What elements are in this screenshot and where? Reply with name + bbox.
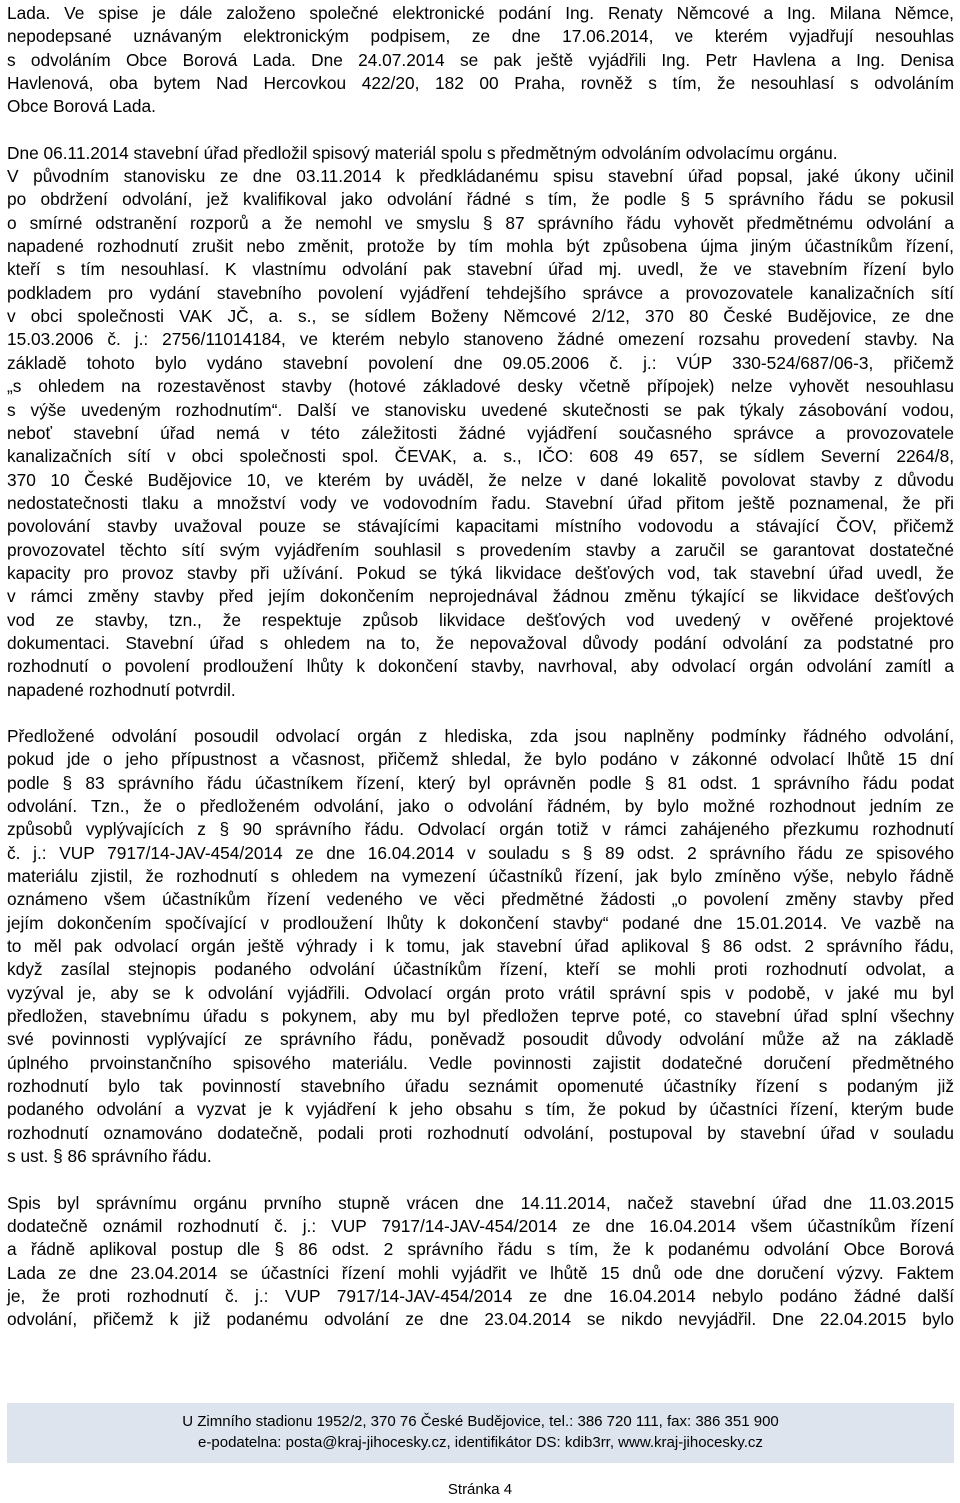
- paragraph-3: [7, 725, 954, 1169]
- text-line: o smírné odstranění rozporů a že nemohl ve smyslu § 87 správního řádu vyhovět předmětnému odvolání a: [7, 212, 954, 233]
- text-line: způsobů vyplývajících z § 90 správního řádu. Odvolací orgán totiž v rámci zahájeného přezkumu rozhodnutí: [7, 819, 954, 840]
- text-line: rozhodnutí bylo tak povinností stavebního úřadu seznámit opomenuté účastníky řízení s podaným již: [7, 1076, 954, 1097]
- text-line: Předložené odvolání posoudil odvolací orgán z hlediska, zda jsou naplněny podmínky řádného odvolání,: [7, 725, 954, 746]
- paragraph-spacer: [7, 702, 954, 725]
- text-line: kteří s tím nesouhlasí. K vlastnímu odvolání pak stavební úřad mj. uvedl, že ve stavebním řízení bylo: [7, 259, 954, 280]
- text-line: napadené rozhodnutí potvrdil.: [7, 679, 236, 700]
- text-line: podkladem pro vydání stavebního povolení vyjádření tehdejšího správce a provozovatele kanalizačních sítí: [7, 282, 954, 303]
- paragraph-2: [7, 142, 954, 702]
- text-line: v rámci změny stavby před jejím dokončením neprojednával žádnou změnu týkající se likvidace dešťových: [7, 586, 954, 607]
- text-line: Lada. Ve spise je dále založeno společné elektronické podání Ing. Renaty Němcové a Ing. Milana Němce,: [7, 3, 954, 23]
- text-line: podaného odvolání a vyzvat je k vyjádření k jeho obsahu s tím, že pokud by účastníci řízení, kterým bude: [7, 1099, 954, 1120]
- text-line: nepodepsané uznávaným elektronickým podpisem, ze dne 17.06.2014, ve kterém vyjadřují nesouhlas: [7, 26, 954, 47]
- text-line: je, že proti rozhodnutí č. j.: VUP 7917/14-JAV-454/2014 ze dne 16.04.2014 nebylo podáno žádné další: [7, 1285, 954, 1306]
- text-line: vod ze stavby, tzn., že respektuje způsob likvidace dešťových vod uvedený v ověřené projektové: [7, 609, 954, 630]
- text-line: Lada ze dne 23.04.2014 se účastníci řízení mohli vyjádřit ve lhůtě 15 dnů ode dne doručení výzvy. Faktem: [7, 1262, 954, 1283]
- text-line: v obci společnosti VAK JČ, a. s., se sídlem Boženy Němcové 2/12, 370 80 České Budějovice, ze dne: [7, 306, 954, 327]
- text-line: úplného prvoinstančního spisového materiálu. Vedle povinnosti zajistit dodatečné doručení předmětného: [7, 1052, 954, 1073]
- text-line: s výše uvedeným rozhodnutím“. Další ve stanovisku uvedené skutečnosti se pak týkaly zásobování vodou,: [7, 399, 954, 420]
- text-line: podle § 83 správního řádu účastníkem řízení, který byl oprávněn podle § 81 odst. 1 správního řádu podat: [7, 772, 954, 793]
- footer-contact-line: e-podatelna: posta@kraj-jihocesky.cz, identifikátor DS: kdib3rr, www.kraj-jihocesky.cz: [198, 1434, 763, 1451]
- text-line: Obce Borová Lada.: [7, 96, 156, 117]
- text-line: s odvoláním Obce Borová Lada. Dne 24.07.2014 se pak ještě vyjádřili Ing. Petr Havlena a Ing. Denisa: [7, 49, 954, 70]
- footer-contact: [7, 1403, 954, 1453]
- text-line: č. j.: VUP 7917/14-JAV-454/2014 ze dne 16.04.2014 v souladu s § 89 odst. 2 správního řádu ze spisového: [7, 842, 954, 863]
- text-line: své povinnosti vyplývající ze správního řádu, poněvadž posoudit důvody odvolání může až na základě: [7, 1029, 954, 1050]
- text-line: 370 10 České Budějovice 10, ve kterém by uváděl, že nelze v dané lokalitě povolovat stavby z důvodu: [7, 469, 954, 490]
- footer-contact-box: [7, 1403, 954, 1463]
- text-line: základě tohoto bylo vydáno stavební povolení dne 09.05.2006 č. j.: VÚP 330-524/687/06-3, přičemž: [7, 352, 954, 373]
- text-line: to měl pak odvolací orgán ještě výhrady i k tomu, jak stavební úřad aplikoval § 86 odst. 2 správního řádu,: [7, 936, 954, 957]
- text-line: oznámeno všem účastníkům řízení vedeného ve věci předmětné žádosti „o povolení změny stavby před: [7, 889, 954, 910]
- text-line: s ust. § 86 správního řádu.: [7, 1146, 212, 1167]
- text-line: nedostatečnosti tlaku a množství vody ve vodovodním řadu. Stavební úřad přitom ještě poznamenal, že při: [7, 492, 954, 513]
- text-line: rozhodnutí o povolení prodloužení lhůty k dokončení stavby, navrhoval, aby odvolací orgán odvolání zamítl a: [7, 656, 954, 677]
- text-line: materiálu zjistil, že rozhodnutí s ohledem na vymezení účastníků řízení, jak bylo zmíněno výše, nebylo řádně: [7, 866, 954, 887]
- text-line: napadené rozhodnutí zrušit nebo změnit, protože by tím mohla být způsobena újma jiným účastníkům řízení,: [7, 236, 954, 257]
- text-line: Spis byl správnímu orgánu prvního stupně vrácen dne 14.11.2014, načež stavební úřad dne 11.03.2015: [7, 1192, 954, 1213]
- text-line: když zasílal stejnopis podaného odvolání účastníkům řízení, kteří se mohli proti rozhodnutí odvolat, a: [7, 959, 954, 980]
- paragraph-4: [7, 1192, 954, 1332]
- text-line: předložen, stavebnímu úřadu s pokynem, aby mu byl předložen teprve poté, co stavební úřad splní všechny: [7, 1006, 954, 1027]
- text-line: „s ohledem na rozestavěnost stavby (hotové základové desky včetně přípojek) nelze vyhovět nesouhlasu: [7, 376, 954, 397]
- text-line: 15.03.2006 č. j.: 2756/11014184, ve kterém nebylo stanoveno žádné omezení rozsahu provedení stavby. Na: [7, 329, 954, 350]
- text-line: a řádně aplikoval postup dle § 86 odst. 2 správního řádu s tím, že k podanému odvolání Obce Borová: [7, 1239, 954, 1260]
- text-line: dodatečně oznámil rozhodnutí č. j.: VUP 7917/14-JAV-454/2014 ze dne 16.04.2014 všem účastníkům řízení: [7, 1215, 954, 1236]
- page-number: Stránka 4: [447, 1481, 513, 1498]
- text-line: odvolání, přičemž k již podanému odvolání ze dne 23.04.2014 se nikdo nevyjádřil. Dne 22.04.2015 bylo: [7, 1309, 954, 1330]
- paragraph-spacer: [7, 119, 954, 142]
- text-line: dokumentaci. Stavební úřad s ohledem na to, že nepovažoval důvody podání odvolání za podstatné pro: [7, 632, 954, 653]
- text-line: kanalizačních sítí v obci společnosti spol. ČEVAK, a. s., IČO: 608 49 657, se sídlem Severní 2264/8,: [7, 446, 954, 467]
- text-line: vyzýval je, aby se k odvolání vyjádřili. Odvolací orgán proto vrátil správní spis v podobě, v jaké mu byl: [7, 982, 954, 1003]
- text-line: po obdržení odvolání, jež kvalifikoval jako odvolání řádné s tím, že podle § 5 správního řádu se pokusil: [7, 189, 954, 210]
- text-line: V původním stanovisku ze dne 03.11.2014 k předkládanému spisu stavební úřad popsal, jaké úkony učinil: [7, 166, 954, 187]
- paragraph-spacer: [7, 1169, 954, 1192]
- paragraph-1: [7, 2, 954, 119]
- text-line: odvolání. Tzn., že o předloženém odvolání, jako o odvolání řádném, by bylo možné rozhodnout jedním ze: [7, 796, 954, 816]
- footer-address-line: U Zimního stadionu 1952/2, 370 76 České Budějovice, tel.: 386 720 111, fax: 386 351 900: [182, 1413, 779, 1430]
- text-line: rozhodnutí oznamováno dodatečně, podali proti rozhodnutí odvolání, postupoval by stavební úřad v souladu: [7, 1122, 954, 1143]
- text-line: Dne 06.11.2014 stavební úřad předložil spisový materiál spolu s předmětným odvoláním odvolacímu orgánu.: [7, 142, 838, 163]
- text-line: provozovatel těchto sítí svým vyjádřením souhlasil s provedením stavby a zaručil se garantovat dostatečné: [7, 539, 954, 560]
- text-line: kapacity pro provoz stavby při užívání. Pokud se týká likvidace dešťových vod, tak stavební úřad uvedl, že: [7, 562, 954, 583]
- text-line: jejím dokončením spočívající v prodloužení lhůty k dokončení stavby“ podané dne 15.01.2014. Ve vazbě na: [7, 912, 954, 933]
- text-line: pokud jde o jeho přípustnost a včasnost, přičemž shledal, že bylo podáno v zákonné odvolací lhůtě 15 dní: [7, 749, 954, 770]
- document-body: [7, 2, 954, 1332]
- text-line: neboť stavební úřad nemá v této záležitosti žádné vyjádření současného správce a provozovatele: [7, 422, 954, 443]
- text-line: Havlenová, oba bytem Nad Hercovkou 422/20, 182 00 Praha, rovněž s tím, že nesouhlasí s odvoláním: [7, 73, 954, 94]
- text-line: povolování stavby uvažoval pouze se stávajícími kapacitami místního vodovodu a stávající ČOV, přičemž: [7, 516, 954, 537]
